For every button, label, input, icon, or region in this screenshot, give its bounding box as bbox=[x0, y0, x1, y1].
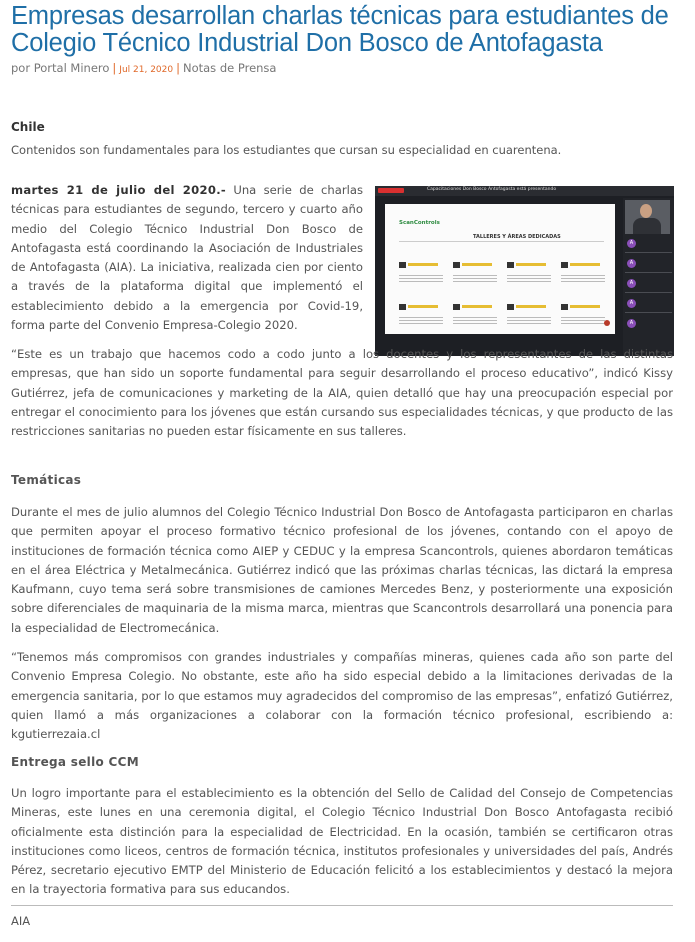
article-meta bbox=[11, 61, 276, 75]
meta-separator: | bbox=[176, 61, 180, 75]
slide-cell bbox=[399, 296, 443, 324]
participant-video bbox=[625, 200, 670, 234]
recording-badge bbox=[378, 188, 404, 193]
dateline: martes 21 de julio del 2020.- bbox=[11, 183, 227, 197]
paragraph-2: “Este es un trabajo que hacemos codo a codo junto a los docentes y los representantes de las distintas empresas, que han sido un soporte fundamental para seguir desarrollando el proceso educativo”, indicó Kissy Gutiérrez, jefa de comunicaciones y marketing de la AIA, quien detalló que hay una preocupación especial por entregar el conocimiento para los jóvenes que están cursando sus especialidades técnicas, y que producto de las restricciones sanitarias no pueden estar físicamente en sus talleres. bbox=[11, 347, 673, 439]
author-link[interactable]: por Portal Minero bbox=[11, 61, 110, 75]
slide-divider bbox=[399, 241, 604, 242]
paragraph-5: Un logro importante para el establecimiento es la obtención del Sello de Calidad del Consejo de Competencias Mineras, este lunes en una ceremonia digital, el Colegio Técnico Industrial Don Bosco Antofagasta recibió oficialmente esta distinción para la especialidad de Electricidad. En la ocasión, también se certificaron otras instituciones como liceos, centros de formación técnica, institutos profesionales y universidades del país, Andrés Pérez, secretario ejecutivo EMTP del Ministerio de Educación felicitó a los establecimientos y destacó la mejora en la trayectoria formativa para sus educandos. bbox=[11, 786, 673, 897]
slide-cell bbox=[561, 296, 605, 324]
meta-separator: | bbox=[112, 61, 117, 75]
slide-logo: ScanControls bbox=[399, 220, 440, 226]
article-source: AIA bbox=[11, 914, 31, 928]
participant-divider bbox=[625, 292, 672, 293]
paragraph-1-text: Una serie de charlas técnicas para estudiantes de segundo, tercero y cuarto año medio del Colegio Técnico Industrial Don Bosco de Antofagasta está coordinando la Asociación de Industriales de Antofagasta (AIA). La iniciativa, realizada cien por ciento a través de la plataforma digital que implementó el establecimiento debido a la emergencia por Covid-19, forma parte del Convenio Empresa-Colegio 2020. bbox=[11, 183, 363, 333]
slide-cell bbox=[507, 296, 551, 324]
slide-marker bbox=[604, 320, 610, 326]
article-lead: Contenidos son fundamentales para los estudiantes que cursan su especialidad en cuarentena. bbox=[11, 143, 562, 157]
article-title: Empresas desarrollan charlas técnicas para estudiantes de Colegio Técnico Industrial Don Bosco de Antofagasta bbox=[11, 2, 669, 57]
presentation-slide bbox=[385, 204, 615, 334]
slide-cell bbox=[453, 296, 497, 324]
participant-divider bbox=[625, 272, 672, 273]
slide-cell bbox=[453, 254, 497, 282]
slide-cell bbox=[507, 254, 551, 282]
footer-divider bbox=[11, 905, 673, 906]
slide-title: TALLERES Y ÁREAS DEDICADAS bbox=[473, 234, 561, 240]
paragraph-3: Durante el mes de julio alumnos del Colegio Técnico Industrial Don Bosco de Antofagasta participaron en charlas que permiten apoyar el proceso formativo técnico profesional de los jóvenes, contando con el apoyo de instituciones de formación técnica como AIEP y CEDUC y la empresa Scancontrols, quienes abordaron temáticas en el área Eléctrica y Metalmecánica. Gutiérrez indicó que las próximas charlas técnicas, las dictará la empresa Kaufmann, cuyo tema será sobre transmisiones de camiones Mercedes Benz, y posteriormente una exposición sobre diferenciales de maquinaria de la misma marca, mientras que Scancontrols desarrollará una ponencia para la especialidad de Electromecánica. bbox=[11, 505, 673, 635]
slide-cell bbox=[561, 254, 605, 282]
country-label: Chile bbox=[11, 120, 45, 134]
participant-divider bbox=[625, 252, 672, 253]
heading-tematicas: Temáticas bbox=[11, 473, 82, 487]
slide-cell bbox=[399, 254, 443, 282]
participant-divider bbox=[625, 312, 672, 313]
avatar: A bbox=[627, 239, 636, 248]
paragraph-1 bbox=[11, 181, 363, 335]
publish-date: Jul 21, 2020 bbox=[119, 65, 174, 75]
category-link[interactable]: Notas de Prensa bbox=[182, 61, 277, 75]
article-image[interactable] bbox=[375, 186, 674, 356]
avatar: A bbox=[627, 319, 636, 328]
paragraph-4: “Tenemos más compromisos con grandes industriales y compañías mineras, quienes cada año son parte del Convenio Empresa Colegio. No obstante, este año ha sido especial debido a la limitaciones derivadas de la emergencia sanitaria, por lo que estamos muy agradecidos del compromiso de las empresas”, enfatizó Gutiérrez, quien llamó a más organizaciones a colaborar con la formación técnico profesional, escribiendo a: kgutierrezaia.cl bbox=[11, 650, 673, 742]
avatar: A bbox=[627, 279, 636, 288]
avatar: A bbox=[627, 299, 636, 308]
avatar: A bbox=[627, 259, 636, 268]
meeting-caption: Capacitaciones Don Bosco Antofagasta está presentando bbox=[427, 187, 557, 192]
heading-sello: Entrega sello CCM bbox=[11, 755, 139, 769]
